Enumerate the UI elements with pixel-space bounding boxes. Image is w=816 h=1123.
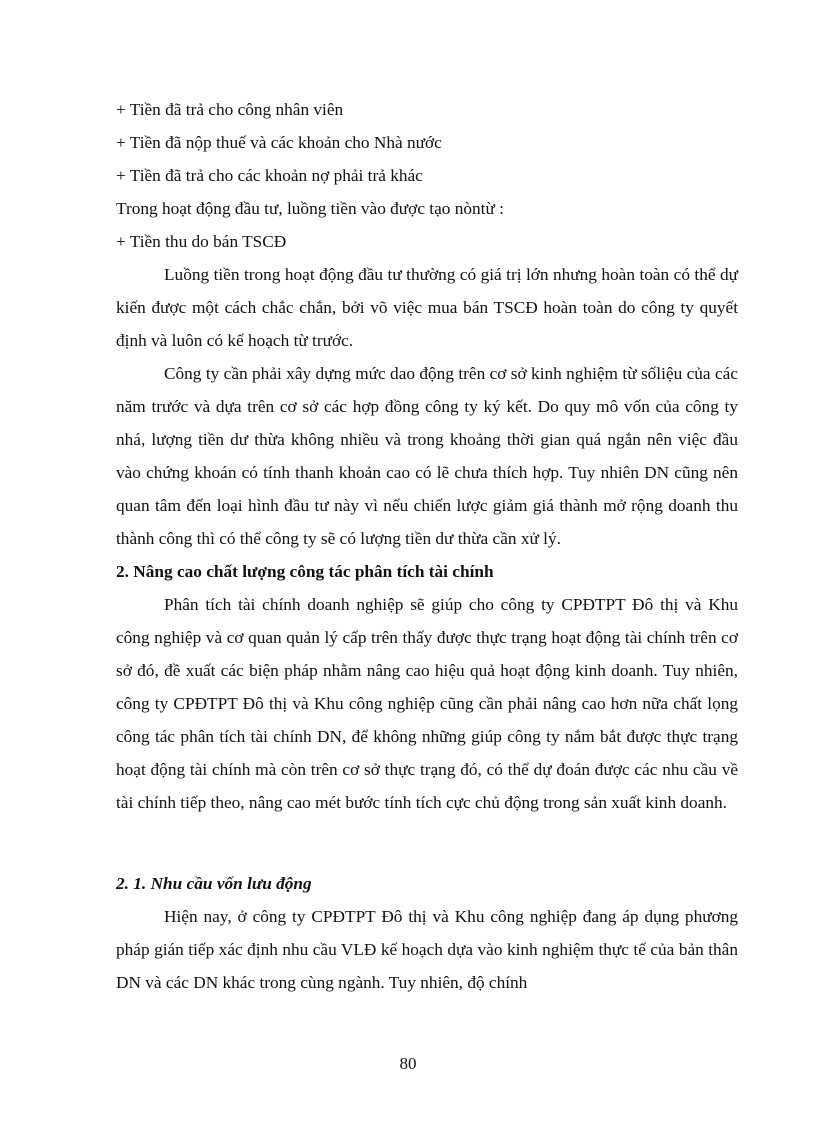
bullet-line: + Tiền đã nộp thuế và các khoản cho Nhà nước: [116, 133, 442, 152]
page-number: 80: [399, 1054, 417, 1073]
section-heading: 2. Nâng cao chất lượng công tác phân tích tài chính: [116, 562, 494, 581]
text-line: Trong hoạt động đầu tư, luồng tiền vào được tạo nòntừ :: [116, 199, 504, 218]
bullet-line: + Tiền thu do bán TSCĐ: [116, 232, 287, 251]
bullet-line: + Tiền đã trả cho công nhân viên: [116, 100, 344, 119]
subsection-heading: 2. 1. Nhu cầu vốn lưu động: [116, 874, 312, 893]
paragraph: Phân tích tài chính doanh nghiệp sẽ giúp cho công ty CPĐTPT Đô thị và Khu công nghiệp và cơ quan quản lý cấp trên thấy được thực trạng hoạt động tài chính trên cơ sở đó, đề xuất các biện pháp nhằm nâng cao hiệu quả hoạt động kinh doanh. Tuy nhiên, công ty CPĐTPT Đô thị và Khu công nghiệp cũng cần phải nâng cao hơn nữa chất lọng công tác phân tích tài chính DN, để không những giúp công ty nắm bắt được thực trạng hoạt động tài chính mà còn trên cơ sở thực trạng đó, có thể dự đoán được các nhu cầu về tài chính tiếp theo, nâng cao mét bước tính tích cực chủ động trong sản xuất kinh doanh.: [116, 595, 738, 812]
spacer: [116, 819, 738, 867]
bullet-line: + Tiền đã trả cho các khoản nợ phải trả khác: [116, 166, 423, 185]
paragraph: Luồng tiền trong hoạt động đầu tư thường có giá trị lớn nhưng hoàn toàn có thể dự kiến được một cách chắc chắn, bởi võ việc mua bán TSCĐ hoàn toàn do công ty quyết định và luôn có kế hoạch từ trước.: [116, 265, 738, 350]
paragraph: Hiện nay, ở công ty CPĐTPT Đô thị và Khu công nghiệp đang áp dụng phương pháp gián tiếp xác định nhu cầu VLĐ kế hoạch dựa vào kinh nghiệm thực tế của bản thân DN và các DN khác trong cùng ngành. Tuy nhiên, độ chính: [116, 907, 738, 992]
page-content: [116, 93, 738, 999]
paragraph: Công ty cần phải xây dựng mức dao động trên cơ sở kinh nghiệm từ sốliệu của các năm trước và dựa trên cơ sở các hợp đồng công ty ký kết. Do quy mô vốn của công ty nhá, lượng tiền dư thừa không nhiều và trong khoảng thời gian quá ngắn nên việc đầu vào chứng khoán có tính thanh khoản cao có lẽ chưa thích hợp. Tuy nhiên DN cũng nên quan tâm đến loại hình đầu tư này vì nếu chiến lược giảm giá thành mở rộng doanh thu thành công thì có thể công ty sẽ có lượng tiền dư thừa cần xử lý.: [116, 364, 738, 548]
